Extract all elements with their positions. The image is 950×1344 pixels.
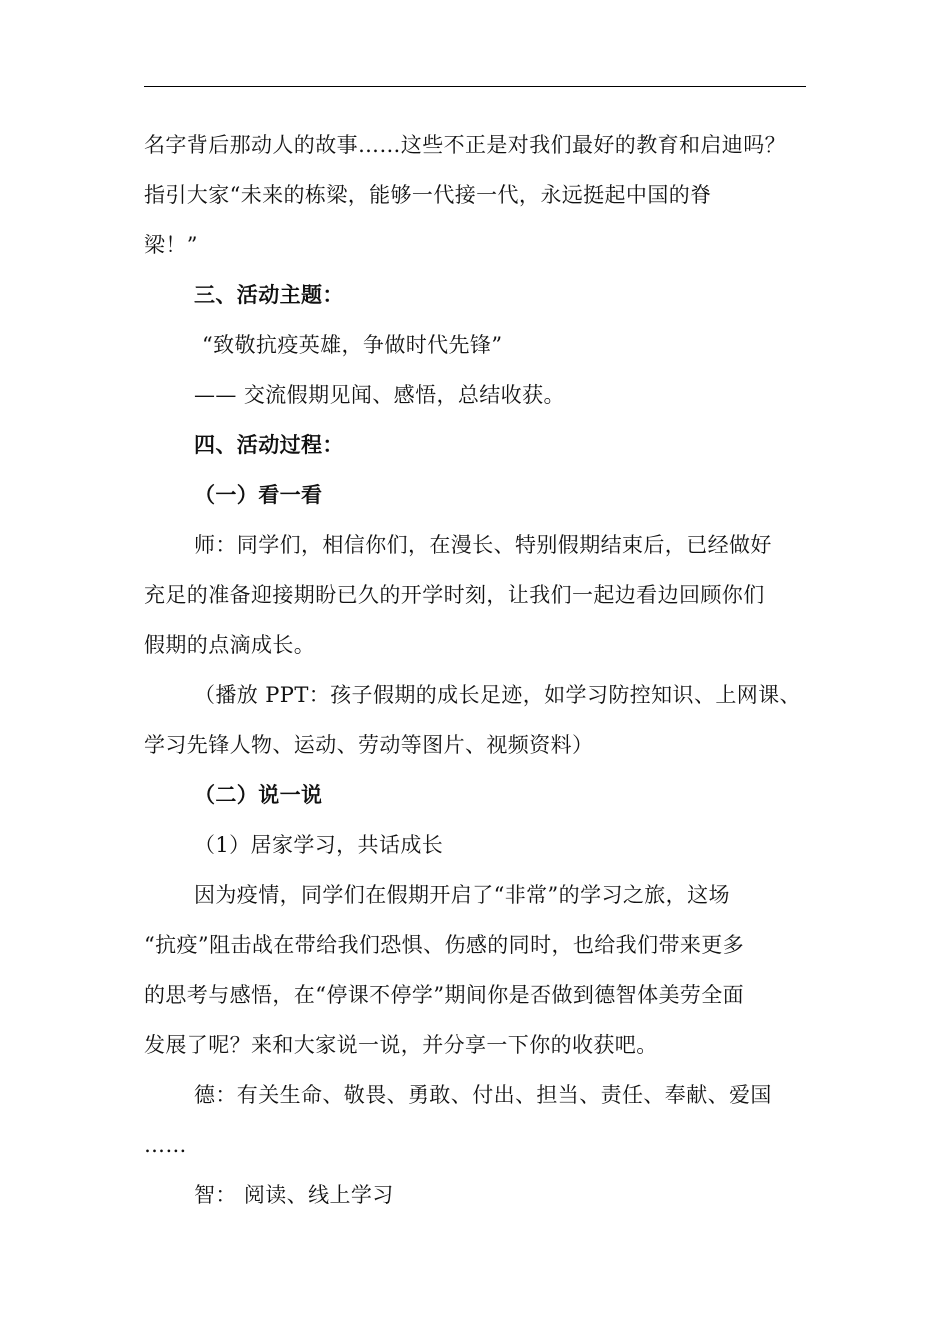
paragraph-line: 德：有关生命、敬畏、勇敢、付出、担当、责任、奉献、爱国 [194, 1083, 772, 1107]
paragraph-line: 学习先锋人物、运动、劳动等图片、视频资料） [144, 733, 594, 757]
paragraph-line: …… [144, 1133, 187, 1157]
document-body [144, 120, 814, 1220]
header-rule [144, 86, 806, 87]
paragraph-line: 假期的点滴成长。 [144, 633, 316, 657]
paragraph-line: 的思考与感悟，在“停课不停学”期间你是否做到德智体美劳全面 [144, 983, 745, 1007]
theme-subtitle: —— 交流假期见闻、感悟，总结收获。 [194, 383, 565, 407]
paragraph-line: 充足的准备迎接期盼已久的开学时刻，让我们一起边看边回顾你们 [144, 583, 765, 607]
paragraph-line: 师：同学们，相信你们，在漫长、特别假期结束后，已经做好 [194, 533, 772, 557]
section-heading-process: 四、活动过程： [194, 432, 344, 457]
paragraph-line: 发展了呢？来和大家说一说，并分享一下你的收获吧。 [144, 1033, 658, 1057]
section-heading-theme: 三、活动主题： [194, 282, 344, 307]
paragraph-line: 智： 阅读、线上学习 [194, 1183, 394, 1207]
paragraph-line: 指引大家“未来的栋梁，能够一代接一代，永远挺起中国的脊 [144, 183, 712, 207]
subsection-heading-talk: （二）说一说 [194, 782, 323, 807]
paragraph-line: 因为疫情，同学们在假期开启了“非常”的学习之旅，这场 [194, 883, 730, 907]
list-item-heading: （1）居家学习，共话成长 [194, 833, 444, 857]
subsection-heading-look: （一）看一看 [194, 482, 323, 507]
paragraph-line: “抗疫”阻击战在带给我们恐惧、伤感的同时，也给我们带来更多 [144, 933, 745, 957]
paragraph-line: 名字背后那动人的故事……这些不正是对我们最好的教育和启迪吗？ [144, 133, 786, 157]
paragraph-line: 梁！” [144, 233, 198, 257]
paragraph-line: （播放 PPT：孩子假期的成长足迹，如学习防控知识、上网课、 [194, 683, 801, 707]
theme-title: “致敬抗疫英雄，争做时代先锋” [202, 333, 503, 357]
